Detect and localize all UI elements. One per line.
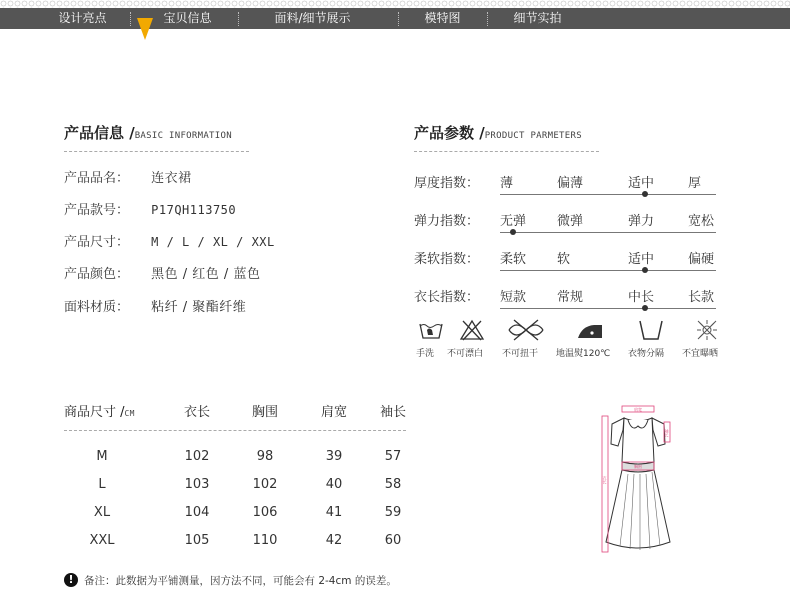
- column-header: 袖长: [379, 405, 406, 420]
- info-label: 产品颜色：: [64, 267, 130, 282]
- warning-icon: !: [64, 573, 78, 587]
- param-marker: [642, 267, 648, 273]
- no-sun-icon: [694, 318, 720, 342]
- active-tab-pointer: [137, 18, 153, 40]
- care-label: 地温熨120℃: [556, 349, 611, 359]
- section-title: 产品参数 /: [414, 124, 485, 142]
- product-info-header: [64, 122, 232, 143]
- column-header: 胸围: [251, 405, 278, 420]
- dress-illustration-icon: [606, 418, 670, 550]
- info-value: M / L / XL / XXL: [151, 235, 275, 249]
- size-label: XXL: [89, 533, 115, 548]
- nav-divider: [398, 12, 399, 26]
- info-row-material: [64, 296, 246, 315]
- param-option: 软: [557, 252, 571, 267]
- param-marker: [510, 229, 516, 235]
- table-cell: 58: [384, 477, 402, 492]
- product-params-header: [414, 122, 582, 143]
- size-label: L: [98, 477, 106, 492]
- info-label: 面料材质：: [64, 300, 130, 315]
- size-label: XL: [93, 505, 111, 520]
- care-label: 不宜曝晒: [682, 349, 719, 359]
- tab-fabric-details[interactable]: 面料/细节展示: [274, 11, 351, 25]
- param-marker: [642, 305, 648, 311]
- tab-model[interactable]: 模特图: [424, 11, 461, 25]
- info-value: 粘纤 / 聚酯纤维: [151, 300, 247, 315]
- table-cell: 110: [252, 533, 278, 548]
- param-option: 常规: [557, 290, 584, 305]
- bust-label: 胸围: [634, 464, 642, 469]
- param-option: 微弹: [557, 214, 584, 229]
- table-cell: 102: [252, 477, 278, 492]
- shoulder-label: 肩宽: [634, 407, 642, 412]
- tab-product-info[interactable]: 宝贝信息: [163, 11, 212, 25]
- param-option: 偏硬: [688, 252, 715, 267]
- section-subtitle: BASIC INFORMATION: [134, 131, 232, 141]
- divider: [64, 430, 406, 431]
- info-row-colors: [64, 263, 260, 282]
- param-scale: [500, 232, 716, 233]
- no-wring-icon: [506, 318, 546, 342]
- table-cell: 104: [184, 505, 210, 520]
- table-cell: 39: [325, 449, 343, 464]
- care-label: 衣物分隔: [628, 349, 665, 359]
- param-option: 偏薄: [557, 176, 584, 191]
- table-cell: 42: [325, 533, 343, 548]
- info-row-sizes: [64, 231, 275, 250]
- tab-photos[interactable]: 细节实拍: [513, 11, 562, 25]
- size-table-title: 商品尺寸 /: [64, 405, 125, 420]
- info-row-name: [64, 167, 192, 186]
- low-iron-icon: [574, 318, 608, 342]
- table-cell: 103: [184, 477, 210, 492]
- param-option: 适中: [628, 176, 655, 191]
- nav-divider: [487, 12, 488, 26]
- info-value: 黑色 / 红色 / 蓝色: [151, 267, 261, 282]
- table-cell: 59: [384, 505, 402, 520]
- column-header: 肩宽: [320, 405, 347, 420]
- param-label: 厚度指数：: [414, 176, 480, 191]
- length-label: 衣长: [602, 476, 608, 484]
- info-label: 产品款号：: [64, 203, 130, 218]
- param-option: 短款: [500, 290, 527, 305]
- table-cell: 98: [256, 449, 274, 464]
- size-label: M: [96, 449, 108, 464]
- section-title: 产品信息 /: [64, 124, 135, 142]
- separate-wash-icon: [638, 318, 664, 342]
- no-bleach-icon: [459, 318, 485, 342]
- nav-bar: [0, 8, 790, 29]
- param-label: 衣长指数：: [414, 290, 480, 305]
- param-scale: [500, 194, 716, 195]
- divider: [64, 151, 249, 152]
- info-label: 产品品名：: [64, 171, 130, 186]
- info-value: P17QH113750: [151, 203, 237, 217]
- table-cell: 105: [184, 533, 210, 548]
- section-subtitle: PRODUCT PARMETERS: [484, 131, 582, 141]
- param-option: 适中: [628, 252, 655, 267]
- param-option: 宽松: [688, 214, 715, 229]
- hand-wash-icon: [418, 318, 444, 342]
- column-header: 衣长: [183, 405, 210, 420]
- param-scale: [500, 308, 716, 309]
- size-table-header: [64, 401, 135, 420]
- param-option: 长款: [688, 290, 715, 305]
- nav-decoration: [0, 0, 790, 8]
- nav-divider: [130, 12, 131, 26]
- table-cell: 106: [252, 505, 278, 520]
- info-label: 产品尺寸：: [64, 235, 130, 250]
- table-cell: 60: [384, 533, 402, 548]
- param-option: 弹力: [628, 214, 655, 229]
- care-label: 不可漂白: [447, 349, 484, 359]
- care-label: 不可扭干: [502, 349, 539, 359]
- param-option: 柔软: [500, 252, 527, 267]
- param-marker: [642, 191, 648, 197]
- table-cell: 41: [325, 505, 343, 520]
- size-table-unit: CM: [124, 409, 135, 418]
- param-label: 弹力指数：: [414, 214, 480, 229]
- table-cell: 40: [325, 477, 343, 492]
- table-cell: 57: [384, 449, 402, 464]
- info-row-style-no: [64, 199, 236, 218]
- param-option: 厚: [688, 176, 702, 191]
- care-instructions: [414, 316, 734, 366]
- nav-divider: [238, 12, 239, 26]
- param-scale: [500, 270, 716, 271]
- sleeve-label: 袖长: [664, 429, 670, 437]
- table-cell: 102: [184, 449, 210, 464]
- dress-measurement-diagram: [598, 400, 678, 560]
- info-value: 连衣裙: [151, 171, 192, 186]
- note-text: 备注：此数据为平铺测量，因方法不同，可能会有 2-4cm 的误差。: [84, 575, 397, 587]
- tab-design[interactable]: 设计亮点: [58, 11, 107, 25]
- param-option: 薄: [500, 176, 514, 191]
- param-option: 无弹: [500, 214, 527, 229]
- param-label: 柔软指数：: [414, 252, 480, 267]
- divider: [414, 151, 599, 152]
- care-label: 手洗: [416, 349, 435, 359]
- param-option: 中长: [628, 290, 655, 305]
